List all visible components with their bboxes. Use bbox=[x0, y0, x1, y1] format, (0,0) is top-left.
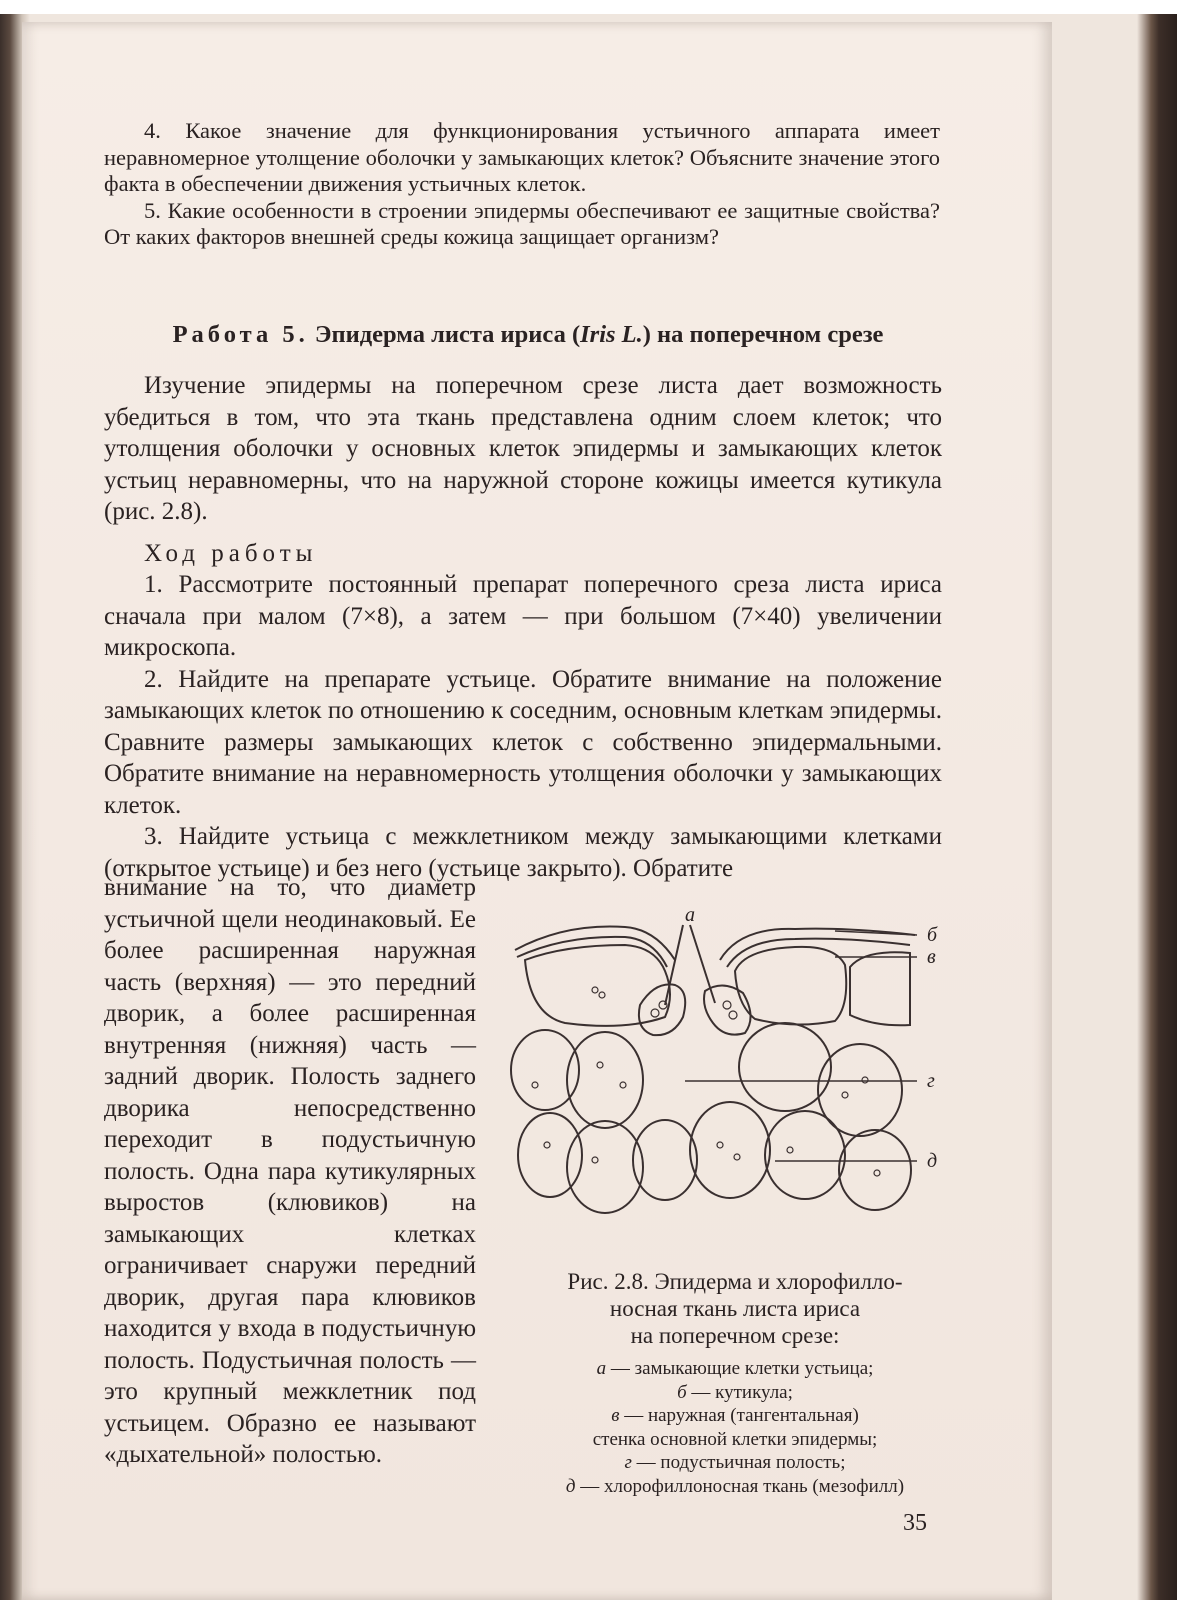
chloroplast bbox=[862, 1077, 868, 1083]
work-title-end: ) на поперечном срезе bbox=[642, 321, 884, 348]
legend-item: д — хлорофиллоносная ткань (мезофилл) bbox=[565, 1475, 905, 1497]
page-number: 35 bbox=[903, 1510, 927, 1536]
legend-item: стенка основной клетки эпидермы; bbox=[592, 1428, 878, 1450]
book-page-edges bbox=[1047, 14, 1177, 1600]
figure-legend bbox=[500, 1357, 970, 1498]
mesophyll-cell bbox=[765, 1111, 845, 1199]
figure-label-b: б bbox=[927, 924, 938, 946]
mesophyll-cell bbox=[518, 1113, 582, 1197]
mesophyll-cell bbox=[739, 1023, 831, 1111]
chloroplast bbox=[620, 1082, 626, 1088]
epidermal-cell-left bbox=[525, 945, 670, 1026]
mesophyll-cell bbox=[839, 1130, 911, 1210]
mesophyll-cell bbox=[690, 1102, 770, 1198]
chloroplast bbox=[592, 987, 598, 993]
chloroplast bbox=[651, 1009, 659, 1017]
figure-caption bbox=[500, 1268, 970, 1498]
work-title bbox=[118, 320, 938, 350]
epidermis-figure bbox=[505, 905, 975, 1235]
label-line-a2 bbox=[690, 925, 715, 1003]
figure-label-v: в bbox=[927, 946, 936, 968]
chloroplast bbox=[734, 1154, 740, 1160]
legend-item: г — подустьичная полость; bbox=[624, 1452, 846, 1473]
left-column-text bbox=[104, 872, 476, 1471]
chloroplast bbox=[723, 1001, 731, 1009]
epidermal-cell-right bbox=[735, 947, 846, 1025]
mesophyll-cell bbox=[567, 1121, 643, 1213]
legend-item: в — наружная (тангентальная) bbox=[611, 1405, 859, 1426]
chloroplast bbox=[787, 1147, 793, 1153]
chloroplast bbox=[717, 1142, 723, 1148]
caption-line-1: Рис. 2.8. Эпидерма и хлорофилло- bbox=[567, 1269, 903, 1294]
chloroplast bbox=[599, 992, 605, 998]
work-title-latin: Iris L. bbox=[580, 321, 643, 348]
chloroplast bbox=[592, 1157, 598, 1163]
chloroplast bbox=[874, 1170, 880, 1176]
legend-item: б — кутикула; bbox=[677, 1381, 793, 1403]
epidermal-cell-far-right bbox=[850, 952, 910, 1025]
question-5: 5. Какие особенности в строении эпидермы обеспечивают ее защитные свойства? От каких факторов внешней среды кожица защищает организм? bbox=[104, 197, 940, 249]
main-text bbox=[104, 370, 942, 884]
outer-wall bbox=[517, 937, 910, 967]
chloroplast bbox=[842, 1092, 848, 1098]
chloroplast bbox=[729, 1011, 737, 1019]
chloroplast bbox=[544, 1142, 550, 1148]
procedure-heading: Ход работы bbox=[144, 539, 318, 567]
figure-label-g: г bbox=[927, 1070, 935, 1092]
work-title-main: Эпидерма листа ириса ( bbox=[314, 321, 581, 348]
figure-label-d: д bbox=[927, 1150, 938, 1172]
step-3-start: 3. Найдите устьица с межклетником между замыкающими клетками (открытое устьице) и без него (устьице закрыто). Обратите bbox=[104, 823, 942, 882]
caption-line-3: на поперечном срезе: bbox=[630, 1323, 840, 1348]
work-title-lead: Работа 5. bbox=[172, 321, 309, 348]
guard-cell-left bbox=[639, 984, 685, 1035]
question-4: 4. Какое значение для функционирования устьичного аппарата имеет неравномерное утолщение оболочки у замыкающих клеток? Объясните значение этого факта в обеспечении движения устьичных клеток. bbox=[104, 118, 940, 196]
chloroplast bbox=[532, 1082, 538, 1088]
step-2: 2. Найдите на препарате устьице. Обратите внимание на положение замыкающих клеток по отношению к соседним, основным клеткам эпидермы. Сравните размеры замыкающих клеток с собственно эпидермальными. Обратите внимание на неравномерность утолщения оболочки у замыкающих клеток. bbox=[104, 665, 942, 819]
legend-item: а — замыкающие клетки устьица; bbox=[596, 1358, 874, 1379]
intro-paragraph: Изучение эпидермы на поперечном срезе листа дает возможность убедиться в том, что эта ткань представлена одним слоем клеток; что утолщения оболочки у основных клеток эпидермы и замыкающих клеток устьиц неравномерны, что на наружной стороне кожицы имеется кутикула (рис. 2.8). bbox=[104, 372, 942, 525]
caption-line-2: носная ткань листа ириса bbox=[609, 1296, 861, 1321]
label-line-a bbox=[665, 925, 683, 1005]
chloroplast bbox=[597, 1062, 603, 1068]
review-questions bbox=[104, 118, 940, 251]
step-1: 1. Рассмотрите постоянный препарат поперечного среза листа ириса сначала при малом (7×8), а затем — при большом (7×40) увеличении микроскопа. bbox=[104, 571, 942, 661]
figure-label-a: а bbox=[685, 905, 695, 926]
step-3-rest: внимание на то, что диаметр устьичной щели неодинаковый. Ее более расширенная наружная часть (верхняя) — это передний дворик, а более расширенная внутренняя (нижняя) часть — задний дворик. Полость заднего дворика непосредственно переходит в подустьичную полость. Одна пара кутикулярных выростов (клювиков) на замыкающих клетках ограничивает снаружи передний дворик, другая пара клювиков находится у входа в подустьичную полость. Подустьичная полость — это крупный межклетник под устьицем. Образно ее называют «дыхательной» полостью. bbox=[104, 874, 476, 1468]
